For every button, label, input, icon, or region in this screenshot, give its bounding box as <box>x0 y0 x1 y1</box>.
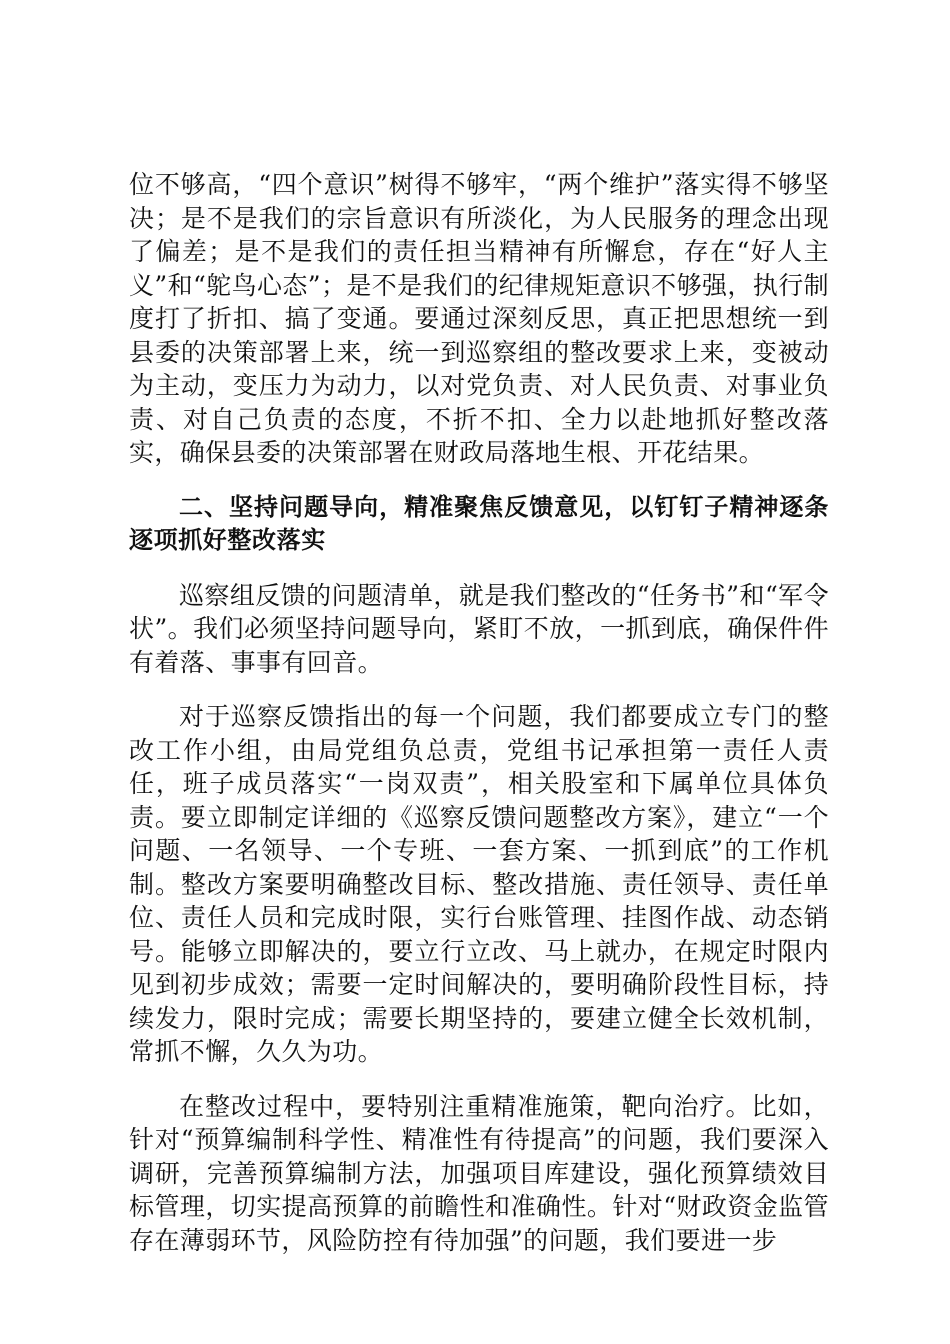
section-heading: 二、坚持问题导向，精准聚焦反馈意见，以钉钉子精神逐条逐项抓好整改落实 <box>129 492 829 554</box>
body-paragraph: 巡察组反馈的问题清单，就是我们整改的“任务书”和“军令状”。我们必须坚持问题导向，紧盯不放，一抓到底，确保件件有着落、事事有回音。 <box>129 580 829 677</box>
body-paragraph: 在整改过程中，要特别注重精准施策，靶向治疗。比如，针对“预算编制科学性、精准性有待提高”的问题，我们要深入调研，完善预算编制方法，加强项目库建设，强化预算绩效目标管理，切实提高预算的前瞻性和准确性。针对“财政资金监管存在薄弱环节，风险防控有待加强”的问题，我们要进一步 <box>129 1091 829 1255</box>
body-paragraph-continued: 位不够高，“四个意识”树得不够牢，“两个维护”落实得不够坚决；是不是我们的宗旨意识有所淡化，为人民服务的理念出现了偏差；是不是我们的责任担当精神有所懈怠，存在“好人主义”和“鸵鸟心态”；是不是我们的纪律规矩意识不够强，执行制度打了折扣、搞了变通。要通过深刻反思，真正把思想统一到县委的决策部署上来，统一到巡察组的整改要求上来，变被动为主动，变压力为动力，以对党负责、对人民负责、对事业负责、对自己负责的态度，不折不扣、全力以赴地抓好整改落实，确保县委的决策部署在财政局落地生根、开花结果。 <box>129 170 829 467</box>
document-page <box>129 168 829 1257</box>
body-paragraph: 对于巡察反馈指出的每一个问题，我们都要成立专门的整改工作小组，由局党组负总责，党组书记承担第一责任人责任，班子成员落实“一岗双责”，相关股室和下属单位具体负责。要立即制定详细的《巡察反馈问题整改方案》，建立“一个问题、一名领导、一个专班、一套方案、一抓到底”的工作机制。整改方案要明确整改目标、整改措施、责任领导、责任单位、责任人员和完成时限，实行台账管理、挂图作战、动态销号。能够立即解决的，要立行立改、马上就办，在规定时限内见到初步成效；需要一定时间解决的，要明确阶段性目标，持续发力，限时完成；需要长期坚持的，要建立健全长效机制，常抓不懈，久久为功。 <box>129 702 829 1066</box>
